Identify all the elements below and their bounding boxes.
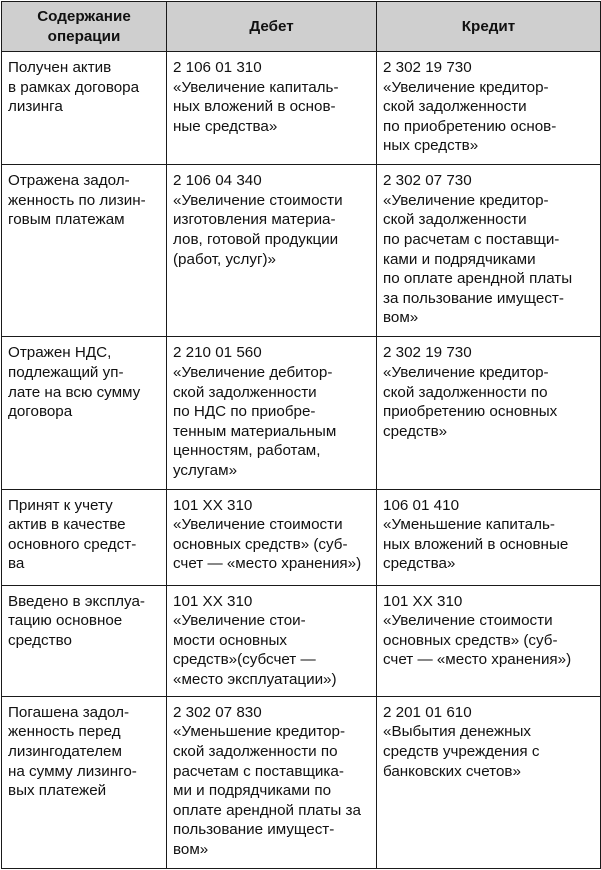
operation-cell xyxy=(2,337,167,489)
table-row xyxy=(2,489,601,585)
cell-text-line: Отражена задол- xyxy=(8,172,130,190)
cell-text-line: ва xyxy=(8,555,25,573)
cell-text-line: тацию основное xyxy=(8,612,123,630)
cell-text-line: ской задолженности xyxy=(173,383,317,401)
cell-text-line: «Увеличение кредитор- xyxy=(383,363,549,381)
cell-text-line: ми и подрядчиками по xyxy=(173,782,332,800)
table-row xyxy=(2,165,601,337)
cell-text-line: основных средств» (суб- xyxy=(173,535,348,553)
cell-text-line: женность перед xyxy=(8,723,121,741)
cell-text-line: лизингодателем xyxy=(8,742,122,760)
cell-text-line: средств учреждения с xyxy=(383,742,540,760)
cell-text-line: основных средств» (суб- xyxy=(383,631,558,649)
cell-text-line: ской задолженности xyxy=(383,211,527,229)
cell-text-line: ценностям, работам, xyxy=(173,442,321,460)
cell-text-line: расчетам с поставщика- xyxy=(173,762,344,780)
accounting-entries-table xyxy=(1,1,601,869)
cell-text-line: счет — «место хранения») xyxy=(173,555,362,573)
cell-text-line: вом» xyxy=(173,840,209,858)
cell-text-line: Кредит xyxy=(461,17,516,35)
cell-text-line: средства» xyxy=(383,555,456,573)
cell-text-line: Содержание xyxy=(37,7,131,25)
operation-cell xyxy=(2,489,167,585)
cell-text-line: средств»(субсчет — xyxy=(173,651,316,669)
cell-text-line: 101 XX 310 xyxy=(173,592,253,610)
credit-cell xyxy=(377,165,601,337)
cell-text-line: счет — «место хранения») xyxy=(383,651,572,669)
cell-text-line: 2 302 07 730 xyxy=(383,172,472,190)
debit-cell xyxy=(167,165,377,337)
cell-text-line: женность по лизин- xyxy=(8,191,146,209)
cell-text-line: «Увеличение стои- xyxy=(173,612,306,630)
cell-text-line: тенным материальным xyxy=(173,422,337,440)
table-row xyxy=(2,52,601,165)
cell-text-line: мости основных xyxy=(173,631,287,649)
cell-text-line: Введено в эксплуа- xyxy=(8,592,145,610)
cell-text-line: «Увеличение дебитор- xyxy=(173,363,333,381)
cell-text-line: средство xyxy=(8,631,72,649)
table-header-row xyxy=(2,2,601,52)
cell-text-line: ных средств» xyxy=(383,137,479,155)
header-debit xyxy=(167,2,377,52)
cell-text-line: оплате арендной платы за xyxy=(173,801,361,819)
cell-text-line: ской задолженности по xyxy=(383,383,548,401)
cell-text-line: «Выбытия денежных xyxy=(383,723,532,741)
cell-text-line: 2 106 04 340 xyxy=(173,172,262,190)
cell-text-line: «Увеличение стоимости xyxy=(173,191,343,209)
cell-text-line: ные средства» xyxy=(173,117,278,135)
debit-cell xyxy=(167,696,377,868)
cell-text-line: услугам» xyxy=(173,461,238,479)
cell-text-line: Погашена задол- xyxy=(8,703,130,721)
cell-text-line: «Увеличение кредитор- xyxy=(383,78,549,96)
credit-cell xyxy=(377,696,601,868)
cell-text-line: ской задолженности по xyxy=(173,742,338,760)
cell-text-line: пользование имущест- xyxy=(173,821,335,839)
cell-text-line: 2 302 07 830 xyxy=(173,703,262,721)
cell-text-line: ской задолженности xyxy=(383,98,527,116)
debit-cell xyxy=(167,489,377,585)
cell-text-line: средств» xyxy=(383,422,448,440)
cell-text-line: на сумму лизинго- xyxy=(8,762,137,780)
credit-cell xyxy=(377,337,601,489)
cell-text-line: приобретению основных xyxy=(383,403,558,421)
cell-text-line: 101 XX 310 xyxy=(173,496,253,514)
debit-cell xyxy=(167,585,377,696)
header-credit xyxy=(377,2,601,52)
cell-text-line: «Увеличение стоимости xyxy=(173,516,343,534)
cell-text-line: Дебет xyxy=(249,17,294,35)
cell-text-line: Отражен НДС, xyxy=(8,344,112,362)
cell-text-line: «Увеличение капиталь- xyxy=(173,78,339,96)
cell-text-line: 2 201 01 610 xyxy=(383,703,472,721)
table-row xyxy=(2,696,601,868)
cell-text-line: по оплате арендной платы xyxy=(383,270,573,288)
cell-text-line: изготовления материа- xyxy=(173,211,336,229)
cell-text-line: 101 XX 310 xyxy=(383,592,463,610)
cell-text-line: за пользование имущест- xyxy=(383,289,564,307)
cell-text-line: «Увеличение кредитор- xyxy=(383,191,549,209)
cell-text-line: ками и подрядчиками xyxy=(383,250,536,268)
cell-text-line: ных вложений в основ- xyxy=(173,98,336,116)
cell-text-line: подлежащий уп- xyxy=(8,363,124,381)
cell-text-line: 2 302 19 730 xyxy=(383,344,472,362)
cell-text-line: вом» xyxy=(383,309,419,327)
cell-text-line: «Уменьшение кредитор- xyxy=(173,723,346,741)
operation-cell xyxy=(2,52,167,165)
header-operation xyxy=(2,2,167,52)
cell-text-line: 106 01 410 xyxy=(383,496,460,514)
credit-cell xyxy=(377,585,601,696)
cell-text-line: актив в качестве xyxy=(8,516,126,534)
operation-cell xyxy=(2,165,167,337)
cell-text-line: (работ, услуг)» xyxy=(173,250,276,268)
cell-text-line: «Увеличение стоимости xyxy=(383,612,553,630)
cell-text-line: Получен актив xyxy=(8,59,112,76)
cell-text-line: лате на всю сумму xyxy=(8,383,141,401)
operation-cell xyxy=(2,696,167,868)
cell-text-line: лов, готовой продукции xyxy=(173,230,339,248)
cell-text-line: 2 210 01 560 xyxy=(173,344,262,362)
cell-text-line: «Уменьшение капиталь- xyxy=(383,516,555,534)
cell-text-line: Принят к учету xyxy=(8,496,113,514)
cell-text-line: в рамках договора xyxy=(8,78,140,96)
cell-text-line: говым платежам xyxy=(8,211,125,229)
cell-text-line: по приобретению основ- xyxy=(383,117,557,135)
debit-cell xyxy=(167,337,377,489)
operation-cell xyxy=(2,585,167,696)
cell-text-line: по расчетам с поставщи- xyxy=(383,230,560,248)
debit-cell xyxy=(167,52,377,165)
cell-text-line: 2 106 01 310 xyxy=(173,59,262,76)
cell-text-line: лизинга xyxy=(8,98,63,116)
cell-text-line: операции xyxy=(47,27,121,45)
cell-text-line: «место эксплуатации») xyxy=(173,670,337,688)
credit-cell xyxy=(377,52,601,165)
cell-text-line: банковских счетов» xyxy=(383,762,521,780)
cell-text-line: вых платежей xyxy=(8,782,107,800)
cell-text-line: 2 302 19 730 xyxy=(383,59,472,76)
cell-text-line: основного средст- xyxy=(8,535,137,553)
table-row xyxy=(2,585,601,696)
cell-text-line: по НДС по приобре- xyxy=(173,403,316,421)
table-row xyxy=(2,337,601,489)
credit-cell xyxy=(377,489,601,585)
cell-text-line: договора xyxy=(8,403,73,421)
cell-text-line: ных вложений в основные xyxy=(383,535,569,553)
